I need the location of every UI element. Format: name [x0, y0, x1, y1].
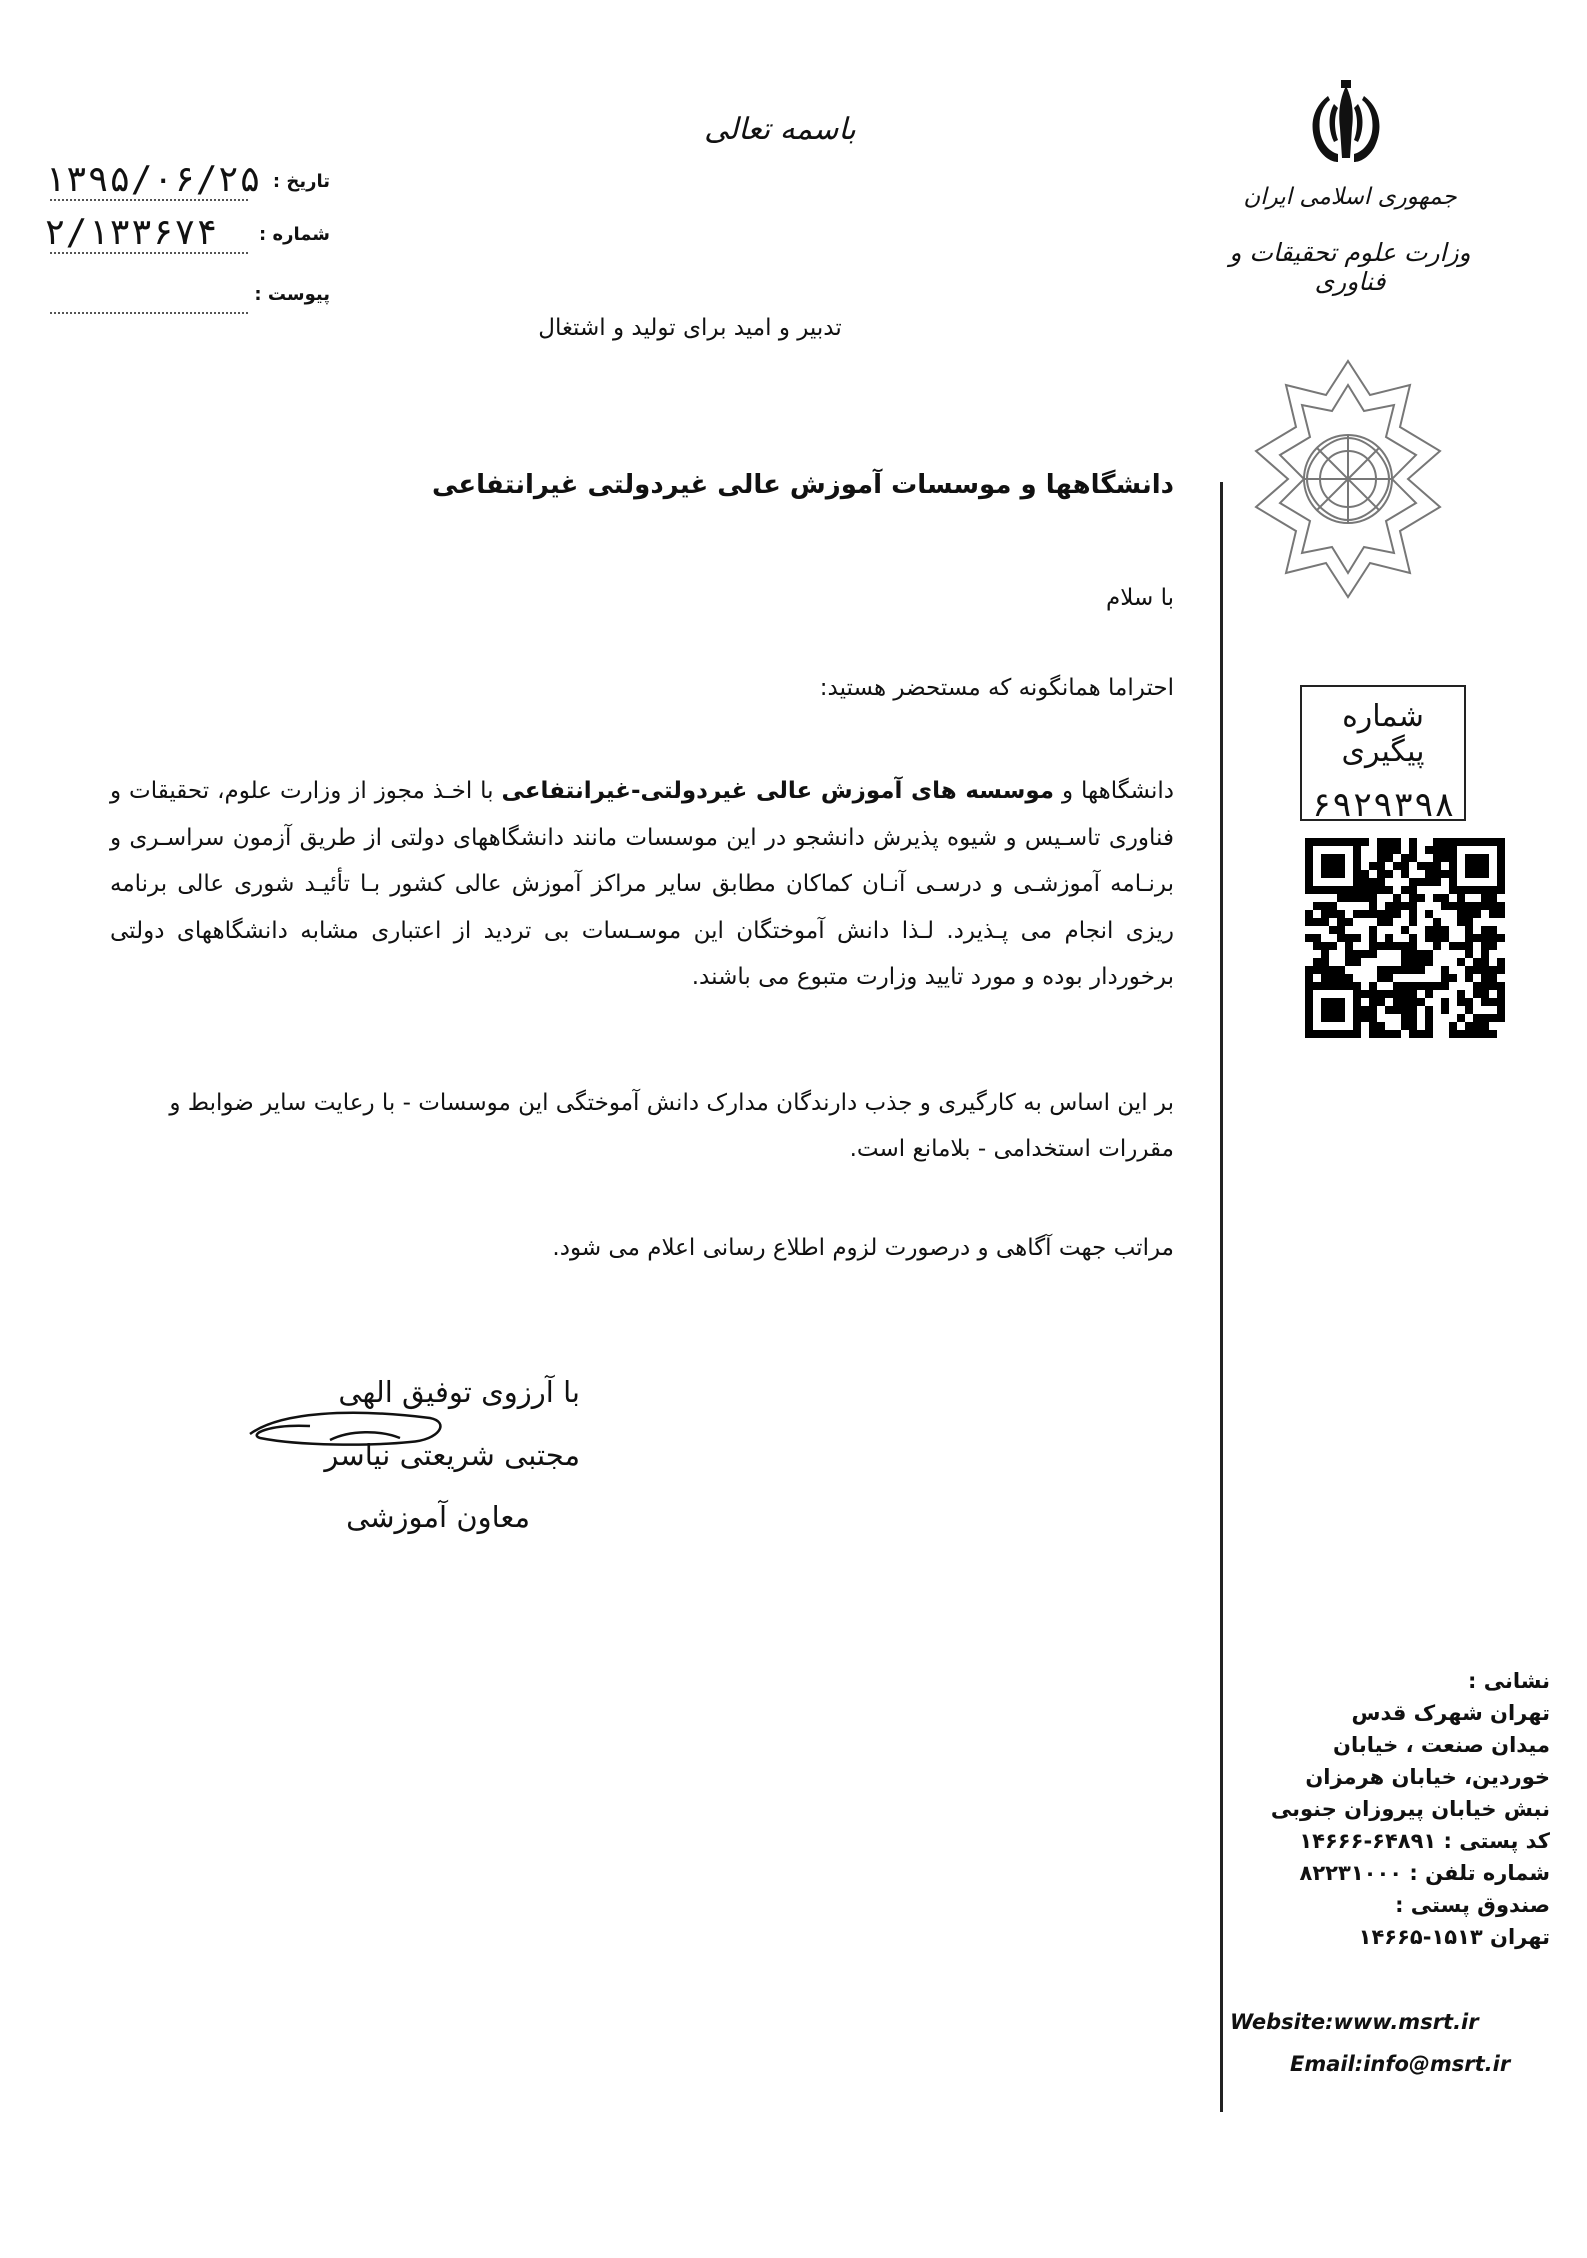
signatory-name: مجتبی شریعتی نیاسر	[324, 1438, 580, 1472]
email-text: Email:info@msrt.ir	[1290, 2052, 1511, 2076]
number-value: ۲/۱۳۳۶۷۴	[44, 212, 218, 253]
letter-paragraph-1	[110, 768, 1174, 1001]
paragraph-1-prefix: دانشگاهها و	[1054, 778, 1174, 804]
attachment-label: پیوست :	[254, 284, 330, 305]
letter-paragraph-2: بر این اساس به کارگیری و جذب دارندگان مدارک دانش آموختگی این موسسات - با رعایت سایر ضوابط و مقررات استخدامی - بلامانع است.	[169, 1090, 1174, 1162]
signatory-title: معاون آموزشی	[346, 1500, 530, 1534]
address-line-2: میدان صنعت ، خیابان	[1333, 1733, 1550, 1757]
address-block	[1250, 1665, 1550, 1953]
number-row	[30, 212, 330, 262]
phone-number: شماره تلفن : ۸۲۲۳۱۰۰۰	[1299, 1861, 1550, 1885]
address-line-3: خوردین، خیابان هرمزان	[1305, 1765, 1550, 1789]
basmala-heading: باسمه تعالی	[704, 112, 856, 147]
paragraph-1-emphasis: موسسه های آموزش عالی غیردولتی-غیرانتفاعی	[501, 778, 1054, 804]
postal-code: کد پستی : ۶۴۸۹۱-۱۴۶۶۶	[1299, 1829, 1550, 1853]
tracking-box	[1300, 685, 1466, 825]
date-value: ۱۳۹۵/۰۶/۲۵	[44, 159, 261, 200]
letter-intro: احتراما همانگونه که مستحضر هستید:	[819, 675, 1174, 701]
address-line-1: تهران شهرک قدس	[1351, 1701, 1550, 1725]
signature-wish: با آرزوی توفیق الهی	[338, 1375, 580, 1409]
tracking-number: ۶۹۲۹۳۹۸	[1311, 785, 1455, 825]
margin-rule	[1220, 482, 1223, 2112]
number-label: شماره :	[259, 224, 330, 245]
tracking-label: شماره پیگیری	[1341, 699, 1425, 769]
iran-emblem-icon	[1300, 78, 1392, 168]
letter-recipient: دانشگاهها و موسسات آموزش عالی غیردولتی غیرانتفاعی	[432, 470, 1174, 500]
paragraph-1-text: با اخـذ مجوز از وزارت علوم، تحقیقات و فناوری تاسـیس و شیوه پذیرش دانشجو در این موسسات مانند دانشگاههای دولتی از طریق آزمون سراسـری و برنـامه آموزشـی و درسـی آنـان کماکان مطابق سایر مراکز آموزش عالی کشور بـا تأئیـد شوری عالی برنامه ریزی انجام می پـذیرد. لـذا دانش آموختگان این موسـسات بی تردید از اعتباری مشابه دانشگاههای دولتی برخوردار بوده و مورد تایید وزارت متبوع می باشند.	[110, 778, 1174, 990]
emblem-ministry-text: وزارت علوم تحقیقات و فناوری	[1229, 238, 1471, 296]
attachment-row	[30, 278, 330, 322]
address-label: نشانی :	[1468, 1669, 1550, 1693]
year-slogan: تدبیر و امید برای تولید و اشتغال	[538, 315, 842, 341]
emblem-country-text: جمهوری اسلامی ایران	[1243, 184, 1457, 210]
website-text: Website:www.msrt.ir	[1230, 2010, 1479, 2034]
ornament-icon	[1250, 355, 1446, 603]
date-label: تاریخ :	[272, 171, 330, 192]
letter-closing: مراتب جهت آگاهی و درصورت لزوم اطلاع رسانی اعلام می شود.	[552, 1235, 1174, 1261]
letter-salutation: با سلام	[1106, 585, 1174, 611]
po-box-label: صندوق پستی :	[1395, 1893, 1550, 1917]
po-box: تهران ۱۵۱۳-۱۴۶۶۵	[1358, 1925, 1550, 1949]
date-row	[30, 159, 330, 209]
qr-code-icon	[1305, 838, 1505, 1038]
attachment-line	[50, 312, 248, 314]
address-line-4: نبش خیابان پیروزان جنوبی	[1270, 1797, 1550, 1821]
